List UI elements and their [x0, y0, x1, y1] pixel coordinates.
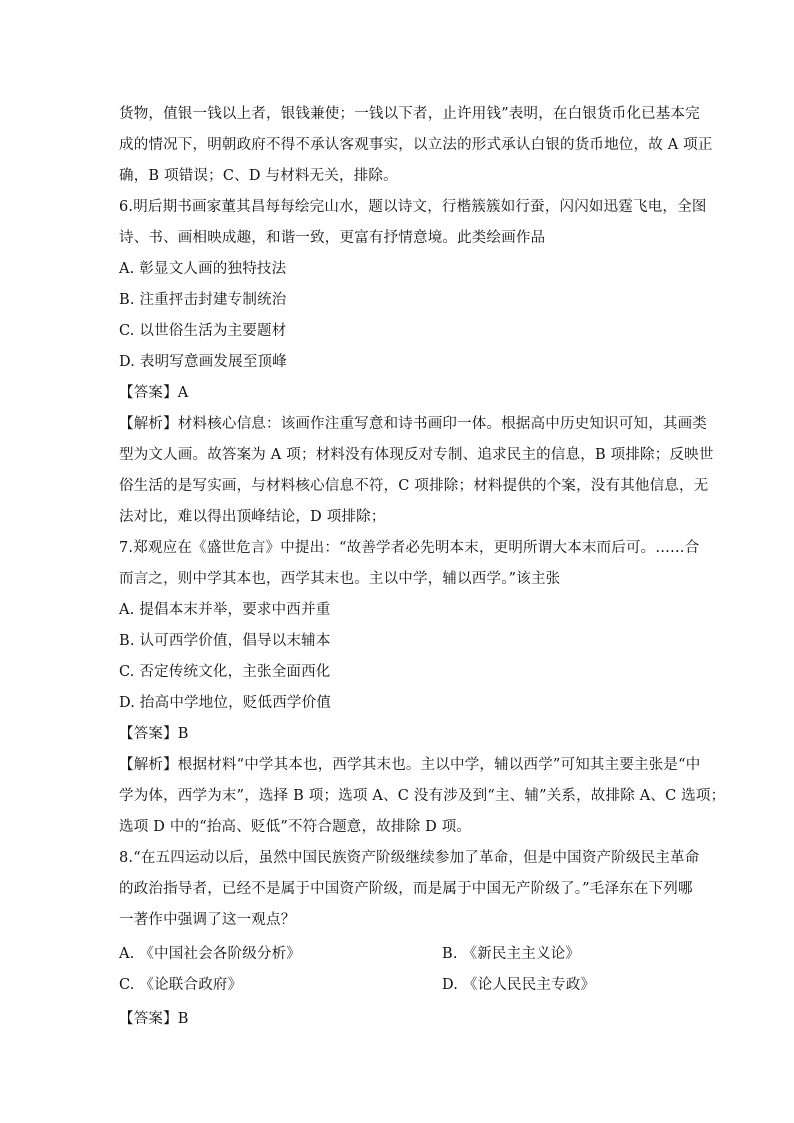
- question-6-analysis: 俗生活的是写实画，与材料核心信息不符，C 项排除；材料提供的个案，没有其他信息，无: [119, 478, 709, 494]
- question-7-stem: 7.郑观应在《盛世危言》中提出：“故善学者必先明本末，更明所谓大本末而后可。……合: [119, 540, 700, 556]
- question-8-option-c: C. 《论联合政府》: [119, 977, 243, 993]
- question-7-stem: 而言之，则中学其本也，西学其末也。主以中学，辅以西学。”该主张: [119, 571, 561, 587]
- question-7-option-d: D. 抬高中学地位，贬低西学价值: [119, 695, 332, 711]
- question-7-analysis: 【解析】根据材料“中学其本也，西学其末也。主以中学，辅以西学”可知其主要主张是“中: [119, 757, 701, 773]
- question-6-analysis: 法对比，难以得出顶峰结论，D 项排除；: [119, 509, 386, 525]
- question-6-stem: 6.明后期书画家董其昌每每绘完山水，题以诗文，行楷簇簇如行蚕，闪闪如迅霆飞电，全图: [119, 199, 707, 215]
- question-8-option-d: D. 《论人民民主专政》: [442, 977, 596, 993]
- question-7-answer: 【答案】B: [119, 726, 189, 742]
- question-6-option-d: D. 表明写意画发展至顶峰: [119, 354, 287, 370]
- question-6-option-c: C. 以世俗生活为主要题材: [119, 323, 287, 339]
- question-6-analysis: 【解析】材料核心信息：该画作注重写意和诗书画印一体。根据高中历史知识可知，其画类: [119, 416, 707, 432]
- text-line: 成的情况下，明朝政府不得不承认客观事实，以立法的形式承认白银的货币地位，故 A 项正: [119, 137, 713, 153]
- question-7-analysis: 学为体，西学为末”，选择 B 项；选项 A、C 没有涉及到“主、辅”关系，故排除 A、C 选项；: [119, 788, 726, 804]
- question-6-answer: 【答案】A: [119, 385, 189, 401]
- question-6-stem: 诗、书、画相映成趣，和谐一致，更富有抒情意境。此类绘画作品: [119, 230, 546, 246]
- question-8-answer: 【答案】B: [119, 1011, 189, 1027]
- question-8-option-b: B. 《新民主主义论》: [442, 946, 581, 962]
- question-8-stem: 一著作中强调了这一观点？: [119, 912, 296, 928]
- text-line: 货物，值银一钱以上者，银钱兼使；一钱以下者，止许用钱”表明，在白银货币化已基本完: [119, 106, 700, 122]
- question-7-analysis: 选项 D 中的“抬高、贬低”不符合题意，故排除 D 项。: [119, 819, 472, 835]
- question-6-option-a: A. 彰显文人画的独特技法: [119, 261, 287, 277]
- question-7-option-a: A. 提倡本末并举，要求中西并重: [119, 602, 331, 618]
- question-8-option-a: A. 《中国社会各阶级分析》: [119, 946, 301, 962]
- question-7-option-c: C. 否定传统文化，主张全面西化: [119, 664, 331, 680]
- question-8-stem: 的政治指导者，已经不是属于中国资产阶级，而是属于中国无产阶级了。”毛泽东在下列哪: [119, 881, 693, 897]
- question-6-analysis: 型为文人画。故答案为 A 项；材料没有体现反对专制、追求民主的信息，B 项排除；反映世: [119, 447, 714, 463]
- question-6-option-b: B. 注重抨击封建专制统治: [119, 292, 287, 308]
- text-line: 确，B 项错误；C、D 与材料无关，排除。: [119, 168, 398, 184]
- question-8-stem: 8.“在五四运动以后，虽然中国民族资产阶级继续参加了革命，但是中国资产阶级民主革命: [119, 850, 700, 866]
- question-7-option-b: B. 认可西学价值，倡导以末辅本: [119, 633, 331, 649]
